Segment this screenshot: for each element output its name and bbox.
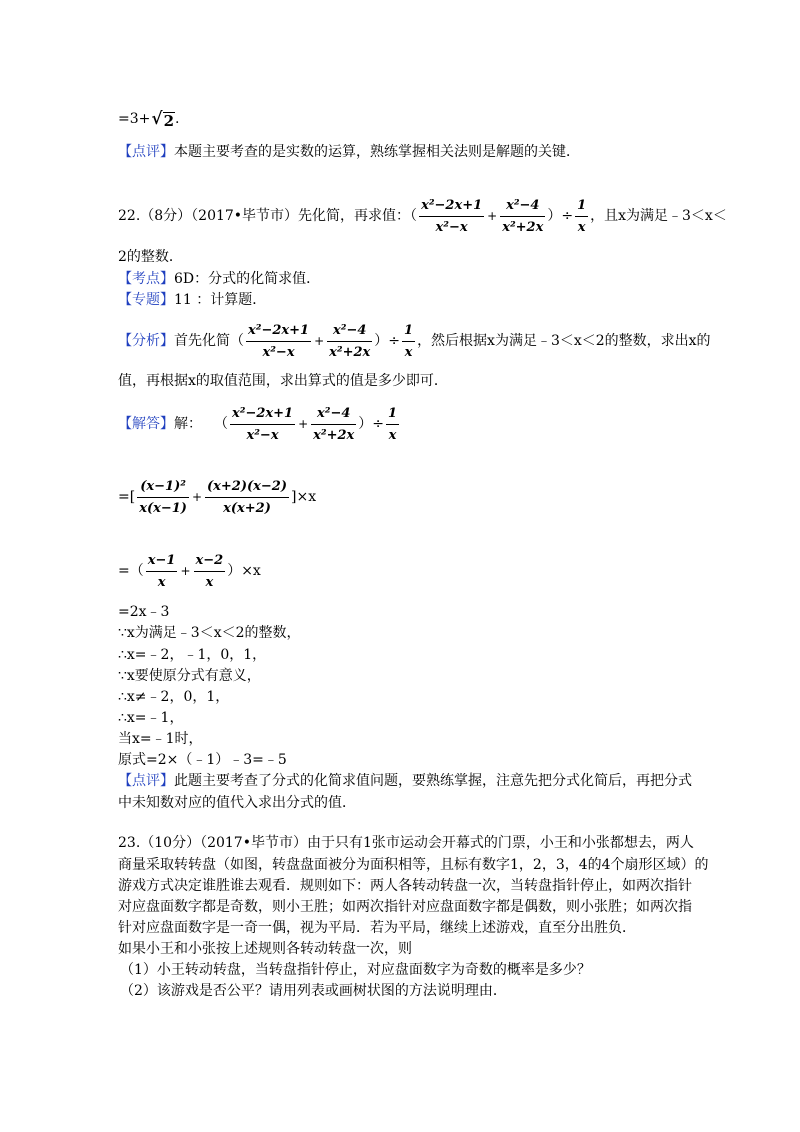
q22-dianping-line xyxy=(118,772,692,790)
q23-subquestion-1: （1）小王转动转盘，当转盘指针停止，对应盘面数字为奇数的概率是多少？ xyxy=(120,962,591,978)
sqrt-sign: √ xyxy=(151,109,163,129)
q23-text-line: 23.（10分）（2017•毕节市）由于只有1张市运动会开幕式的门票，小王和小张都想去，两人 xyxy=(118,835,694,851)
step1-close: ]×x xyxy=(291,489,317,505)
fraction-term2 xyxy=(327,321,372,362)
fraction-term1 xyxy=(246,321,311,362)
answer-suffix: . xyxy=(175,111,180,127)
step2-close: ）×x xyxy=(227,563,261,579)
fraction-step1-term1 xyxy=(137,477,189,518)
kaodian-text: 6D：分式的化简求值． xyxy=(174,271,321,287)
fraction-numerator: x−2 xyxy=(195,552,224,568)
zhuanti-tag: 【专题】 xyxy=(118,292,174,308)
fraction-numerator: 1 xyxy=(404,322,414,338)
previous-comment-line xyxy=(118,143,580,161)
step2-open: =（ xyxy=(118,563,144,579)
fraction-divisor xyxy=(402,321,415,362)
fraction-numerator: x²−2x+1 xyxy=(232,405,294,421)
q22-stem-line xyxy=(118,194,727,238)
q23-text-line: 商量采取转转盘（如图，转盘盘面被分为面积相等，且标有数字1，2，3，4的4个扇形区域）的 xyxy=(118,857,709,873)
plus-sign: + xyxy=(180,564,191,578)
solution-line: 原式=2×（﹣1）﹣3=﹣5 xyxy=(118,752,287,768)
fraction-divisor xyxy=(575,196,588,237)
sqrt-radicand: 2 xyxy=(163,111,174,130)
fraction-numerator: x²−2x+1 xyxy=(248,322,310,338)
q23-text-line: 如果小王和小张按上述规则各转动转盘一次，则 xyxy=(118,941,412,957)
fenxi-tag: 【分析】 xyxy=(118,333,174,349)
fraction-denominator: x(x−1) xyxy=(137,497,189,518)
q22-stem-after-expr: ）÷ xyxy=(547,208,574,224)
fraction-term1 xyxy=(230,404,295,445)
plus-sign: + xyxy=(314,334,325,348)
solution-line: ∴x=﹣2，﹣1，0，1， xyxy=(118,647,267,663)
q23-subquestion-2: （2）该游戏是否公平？请用列表或画树状图的方法说明理由． xyxy=(120,983,507,999)
fraction-numerator: (x−1)² xyxy=(140,478,186,494)
q22-stem-tail: ，且x为满足﹣3＜x＜ xyxy=(590,208,727,224)
fraction-numerator: x²−4 xyxy=(333,322,367,338)
q22-step2-line xyxy=(118,549,261,593)
fraction-denominator: x xyxy=(146,571,178,592)
solution-line: =2x﹣3 xyxy=(118,604,170,620)
solution-line: ∴x≠﹣2，0，1， xyxy=(118,689,230,705)
fraction-divisor xyxy=(386,404,399,445)
jieda-lead: 解： xyxy=(174,416,202,432)
fraction-denominator: x xyxy=(575,216,588,237)
q22-stem-continuation-text: 2的整数． xyxy=(118,249,183,265)
q22-jieda-line xyxy=(118,402,401,446)
solution-line: 当x=﹣1时， xyxy=(118,731,203,747)
fraction-denominator: x²−x xyxy=(230,424,295,445)
fraction-step1-term2 xyxy=(205,477,289,518)
fraction-numerator: 1 xyxy=(388,405,398,421)
fraction-denominator: x²−x xyxy=(419,216,484,237)
comment-tag: 【点评】 xyxy=(118,144,174,160)
fraction-term2 xyxy=(500,196,545,237)
fraction-denominator: x xyxy=(386,424,399,445)
q22-stem-before: 22.（8分）（2017•毕节市）先化简，再求值：（ xyxy=(118,208,418,224)
zhuanti-text: 11 ：计算题． xyxy=(174,292,267,308)
solution-line: ∵x为满足﹣3＜x＜2的整数， xyxy=(118,625,301,641)
fenxi-after-expr: ）÷ xyxy=(374,333,401,349)
step1-open: =[ xyxy=(118,489,136,505)
fraction-numerator: x²−4 xyxy=(506,197,540,213)
fenxi-tail: ，然后根据x为满足﹣3＜x＜2的整数，求出x的 xyxy=(417,333,711,349)
fraction-step2-term1 xyxy=(146,551,178,592)
jieda-after-expr: ）÷ xyxy=(358,416,385,432)
fraction-term1 xyxy=(419,196,484,237)
fraction-denominator: x xyxy=(402,341,415,362)
dianping-text: 此题主要考查了分式的化简求值问题，要熟练掌握，注意先把分式化简后，再把分式 xyxy=(174,773,692,789)
solution-line: ∴x=﹣1， xyxy=(118,710,184,726)
q23-text-line: 对应盘面数字都是奇数，则小王胜；如两次指针对应盘面数字都是偶数，则小张胜；如两次指 xyxy=(118,899,692,915)
fenxi-continuation-text: 值，再根据x的取值范围，求出算式的值是多少即可． xyxy=(118,373,448,389)
plus-sign: + xyxy=(298,417,309,431)
plus-sign: + xyxy=(487,209,498,223)
fraction-numerator: x−1 xyxy=(147,552,176,568)
fraction-denominator: x²+2x xyxy=(311,424,356,445)
q22-step1-line xyxy=(118,475,316,519)
fraction-term2 xyxy=(311,404,356,445)
fraction-denominator: x²−x xyxy=(246,341,311,362)
fraction-numerator: 1 xyxy=(577,197,587,213)
q22-fenxi-continuation xyxy=(118,372,448,390)
fraction-numerator: x²−2x+1 xyxy=(421,197,483,213)
jieda-open-paren: （ xyxy=(214,416,228,432)
fraction-numerator: x²−4 xyxy=(317,405,351,421)
fraction-denominator: x²+2x xyxy=(500,216,545,237)
q22-dianping-continuation: 中未知数对应的值代入求出分式的值． xyxy=(118,795,356,811)
answer-prefix: =3+ xyxy=(118,111,151,127)
q22-stem-continuation xyxy=(118,248,183,266)
fraction-step2-term2 xyxy=(194,551,226,592)
q22-zhuanti-line xyxy=(118,291,266,309)
previous-answer-line xyxy=(118,108,179,130)
dianping-tag: 【点评】 xyxy=(118,773,174,789)
plus-sign: + xyxy=(191,490,203,504)
q22-fenxi-line xyxy=(118,319,711,363)
fenxi-before: 首先化简（ xyxy=(174,333,244,349)
comment-text: 本题主要考查的是实数的运算，熟练掌握相关法则是解题的关键． xyxy=(174,144,580,160)
fraction-denominator: x xyxy=(194,571,226,592)
jieda-tag: 【解答】 xyxy=(118,416,174,432)
fraction-denominator: x(x+2) xyxy=(205,497,289,518)
solution-line: ∵x要使原分式有意义， xyxy=(118,668,261,684)
q23-text-line: 游戏方式决定谁胜谁去观看．规则如下：两人各转动转盘一次，当转盘指针停止，如两次指针 xyxy=(118,878,692,894)
q23-text-line: 针对应盘面数字是一奇一偶，视为平局．若为平局，继续上述游戏，直至分出胜负． xyxy=(118,920,636,936)
kaodian-tag: 【考点】 xyxy=(118,271,174,287)
q22-kaodian-line xyxy=(118,270,320,288)
fraction-denominator: x²+2x xyxy=(327,341,372,362)
fraction-numerator: (x+2)(x−2) xyxy=(207,478,287,494)
